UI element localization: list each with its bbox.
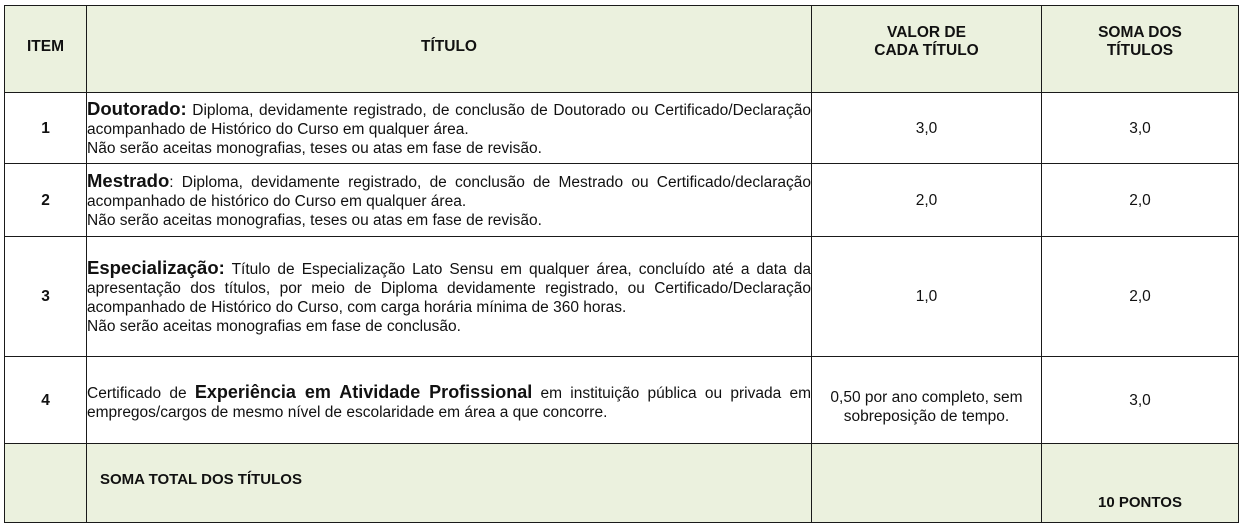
item-number: 1 [5,93,87,164]
title-text: em instituição pública ou privada em empregos/cargos de mesmo nível de escolaridade em área a que concorre. [87,384,812,421]
header-valor-line2: CADA TÍTULO [874,42,979,59]
title-description [87,237,812,357]
titles-table [4,5,1239,523]
table-row [5,93,1239,164]
header-valor-line1: VALOR DE [887,24,966,41]
total-row [5,444,1239,523]
title-value: 2,0 [812,164,1042,237]
title-description [87,93,812,164]
title-value-line1: 0,50 por ano completo, sem [830,389,1023,406]
title-value-line2: sobreposição de tempo. [843,408,1010,425]
total-points: 10 PONTOS [1042,444,1239,523]
title-value: 3,0 [812,93,1042,164]
title-name: Doutorado: [87,97,187,119]
title-note: Não serão aceitas monografias, teses ou atas em fase de revisão. [87,139,542,157]
total-item-cell [5,444,87,523]
title-value [812,357,1042,444]
header-soma-line1: SOMA DOS [1098,24,1182,41]
header-item: ITEM [5,6,87,93]
title-name: Mestrado [87,169,170,191]
title-description [87,164,812,237]
header-titulo: TÍTULO [87,6,812,93]
title-note: Não serão aceitas monografias, teses ou atas em fase de revisão. [87,211,542,229]
title-note: Não serão aceitas monografias em fase de conclusão. [87,317,461,335]
total-value-cell [812,444,1042,523]
item-number: 3 [5,237,87,357]
title-sum: 3,0 [1042,357,1239,444]
header-valor [812,6,1042,93]
title-sum: 3,0 [1042,93,1239,164]
title-sum: 2,0 [1042,164,1239,237]
title-name: Especialização: [87,256,225,278]
table-row [5,164,1239,237]
item-number: 2 [5,164,87,237]
title-name: Experiência em Atividade Profissional [194,381,533,402]
header-soma-line2: TÍTULOS [1106,42,1174,59]
title-description [87,357,812,444]
total-label: SOMA TOTAL DOS TÍTULOS [87,444,812,523]
title-sum: 2,0 [1042,237,1239,357]
title-value: 1,0 [812,237,1042,357]
title-prefix: Certificado de [87,384,195,402]
title-text: Diploma, devidamente registrado, de conclusão de Doutorado ou Certificado/Declaração acompanhado de Histórico do Curso em qualquer área. [87,101,811,138]
table-row [5,237,1239,357]
title-text: Título de Especialização Lato Sensu em qualquer área, concluído até a data da apresentação dos títulos, por meio de Diploma devidamente registrado, ou Certificado/Declaração acompanhado de Histórico do Curso, com carga horária mínima de 360 horas. [87,260,811,316]
table-row [5,357,1239,444]
header-soma [1042,6,1239,93]
header-row [5,6,1239,93]
item-number: 4 [5,357,87,444]
title-text: : Diploma, devidamente registrado, de conclusão de Mestrado ou Certificado/declaração acompanhado de histórico do Curso em qualquer área. [87,173,811,210]
